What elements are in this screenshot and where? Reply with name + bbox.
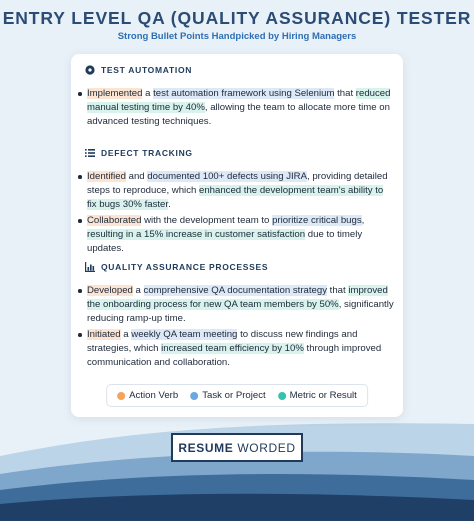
blue-dot-icon: [190, 392, 198, 400]
page-title: ENTRY LEVEL QA (QUALITY ASSURANCE) TESTER: [2, 8, 472, 28]
plain-text: a: [142, 88, 154, 99]
section-header-test-automation: [85, 65, 192, 75]
plain-text: and: [125, 171, 148, 182]
teal-dot-icon: [278, 392, 286, 400]
section-header-quality-assurance-processes: [85, 262, 268, 272]
plain-text: ,: [361, 215, 365, 226]
action-verb-highlight: Developed: [87, 285, 133, 296]
plain-text: with the development team to: [141, 215, 273, 226]
page-subtitle: Strong Bullet Points Handpicked by Hiring Managers: [117, 31, 357, 42]
section-header-defect-tracking: [85, 148, 193, 158]
legend-label: Action Verb: [129, 390, 179, 401]
bullet-dot: [78, 289, 82, 293]
section-title: DEFECT TRACKING: [101, 148, 193, 158]
bullet-item: [76, 87, 394, 129]
bullet-dot: [78, 175, 82, 179]
metric-highlight: improved the onboarding process for new QA team members by 50%: [87, 285, 388, 310]
legend-item-action-verb: [117, 390, 178, 401]
bullet-text: [87, 88, 390, 127]
bullet-text: [87, 285, 394, 324]
plain-text: due to timely updates.: [87, 229, 363, 254]
legend-label: Task or Project: [202, 390, 266, 401]
plain-text: , providing detailed steps to reproduce, which: [87, 171, 388, 196]
plain-text: , allowing the team to allocate more time on advanced testing techniques.: [87, 102, 390, 127]
bar-chart-icon: [85, 262, 95, 272]
plain-text: a: [120, 329, 132, 340]
bullet-text: [87, 171, 388, 210]
plain-text: , significantly reducing ramp-up time.: [87, 299, 394, 324]
metric-highlight: resulting in a 15% increase in customer satisfaction: [87, 229, 306, 240]
bullet-text: [87, 215, 364, 254]
resume-worded-logo[interactable]: [171, 433, 303, 462]
legend-label: Metric or Result: [289, 390, 357, 401]
metric-highlight: increased team efficiency by 10%: [161, 343, 304, 354]
legend-item-task-or-project: [190, 390, 265, 401]
bullet-text: [87, 329, 381, 368]
action-verb-highlight: Identified: [87, 171, 126, 182]
bullet-dot: [78, 92, 82, 96]
highlight-legend: [106, 384, 368, 407]
task-highlight: comprehensive QA documentation strategy: [143, 285, 327, 296]
bullet-item: [76, 170, 394, 212]
action-verb-highlight: Initiated: [87, 329, 121, 340]
plain-text: through improved communication and collaboration.: [87, 343, 382, 368]
bullet-points-card: [71, 54, 403, 417]
logo-word-worded: WORDED: [237, 440, 296, 455]
legend-item-metric-or-result: [278, 390, 357, 401]
list-icon: [85, 148, 95, 158]
plain-text: a: [132, 285, 144, 296]
task-highlight: documented 100+ defects using JIRA: [147, 171, 308, 182]
plain-text: that: [334, 88, 356, 99]
logo-word-resume: RESUME: [178, 440, 234, 455]
bullet-item: [76, 284, 394, 326]
action-verb-highlight: Implemented: [87, 88, 143, 99]
metric-highlight: reduced manual testing time by 40%: [87, 88, 391, 113]
bullet-item: [76, 328, 394, 370]
metric-highlight: enhanced the development team's ability to fix bugs 30% faster: [87, 185, 384, 210]
plain-text: that: [327, 285, 349, 296]
bullet-item: [76, 214, 394, 256]
section-title: QUALITY ASSURANCE PROCESSES: [101, 262, 269, 272]
plain-text: to discuss new findings and strategies, which: [87, 329, 358, 354]
task-highlight: prioritize critical bugs: [272, 215, 362, 226]
action-verb-highlight: Collaborated: [87, 215, 142, 226]
bullet-dot: [78, 219, 82, 223]
plain-text: .: [168, 199, 171, 210]
gear-circle-icon: [85, 65, 95, 75]
bullet-dot: [78, 333, 82, 337]
task-highlight: weekly QA team meeting: [131, 329, 238, 340]
task-highlight: test automation framework using Selenium: [153, 88, 335, 99]
section-title: TEST AUTOMATION: [101, 65, 193, 75]
orange-dot-icon: [117, 392, 125, 400]
